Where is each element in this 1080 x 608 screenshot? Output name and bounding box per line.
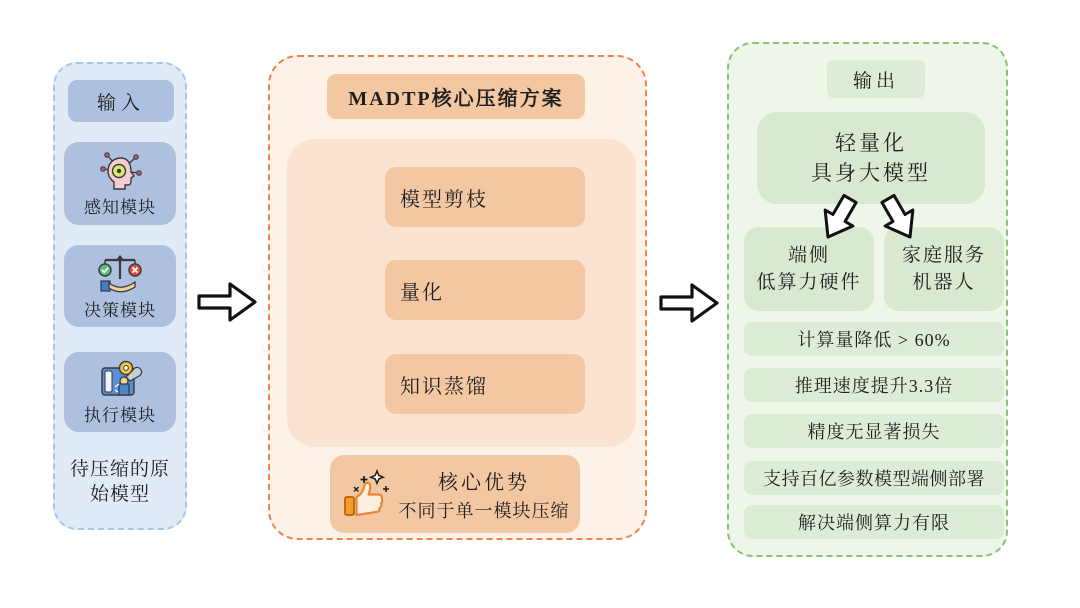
process-steps-container	[287, 139, 636, 447]
input-caption	[55, 457, 185, 507]
step-pruning: 模型剪枝	[385, 167, 585, 227]
module-execution	[64, 352, 176, 432]
target-robot-line1: 家庭服务	[901, 245, 986, 266]
input-header: 输入	[68, 80, 174, 122]
advantage-text	[396, 466, 572, 523]
input-caption-line2: 始模型	[89, 484, 150, 505]
metric-accuracy: 精度无显著损失	[744, 414, 1004, 448]
process-title: MADTP核心压缩方案	[327, 74, 585, 119]
advantage-box	[330, 455, 580, 533]
module-perception	[64, 142, 176, 225]
module-decision	[64, 245, 176, 327]
target-edge-line1: 端侧	[787, 245, 830, 266]
input-caption-line1: 待压缩的原	[69, 459, 170, 480]
metric-deployment: 支持百亿参数模型端侧部署	[744, 461, 1004, 495]
advantage-subtitle: 不同于单一模块压缩	[398, 500, 570, 521]
execution-icon	[97, 359, 143, 399]
step-distillation: 知识蒸馏	[385, 354, 585, 414]
module-execution-label: 执行模块	[84, 405, 156, 425]
lightweight-model-box	[757, 112, 985, 204]
module-decision-label: 决策模块	[84, 300, 156, 320]
advantage-title: 核心优势	[438, 471, 530, 494]
flow-arrow-right-icon	[196, 279, 258, 325]
target-edge-line2: 低算力硬件	[756, 272, 862, 293]
target-edge-hardware	[744, 227, 874, 311]
metric-compute-reduction: 计算量降低 > 60%	[744, 322, 1004, 356]
output-header: 输出	[827, 60, 925, 98]
perception-icon	[98, 149, 142, 191]
decision-icon	[97, 252, 143, 294]
step-quantization: 量化	[385, 260, 585, 320]
output-panel	[727, 42, 1008, 557]
flow-arrow-right-icon	[658, 280, 720, 326]
input-panel	[53, 62, 187, 530]
model-line2: 具身大模型	[811, 161, 931, 185]
module-perception-label: 感知模块	[84, 198, 156, 217]
metric-inference-speedup: 推理速度提升3.3倍	[744, 368, 1004, 402]
process-panel	[268, 55, 647, 540]
thumbs-up-icon	[340, 467, 392, 521]
metric-edge-compute: 解决端侧算力有限	[744, 505, 1004, 539]
target-robot-line2: 机器人	[912, 272, 976, 293]
model-line1: 轻量化	[835, 131, 907, 155]
